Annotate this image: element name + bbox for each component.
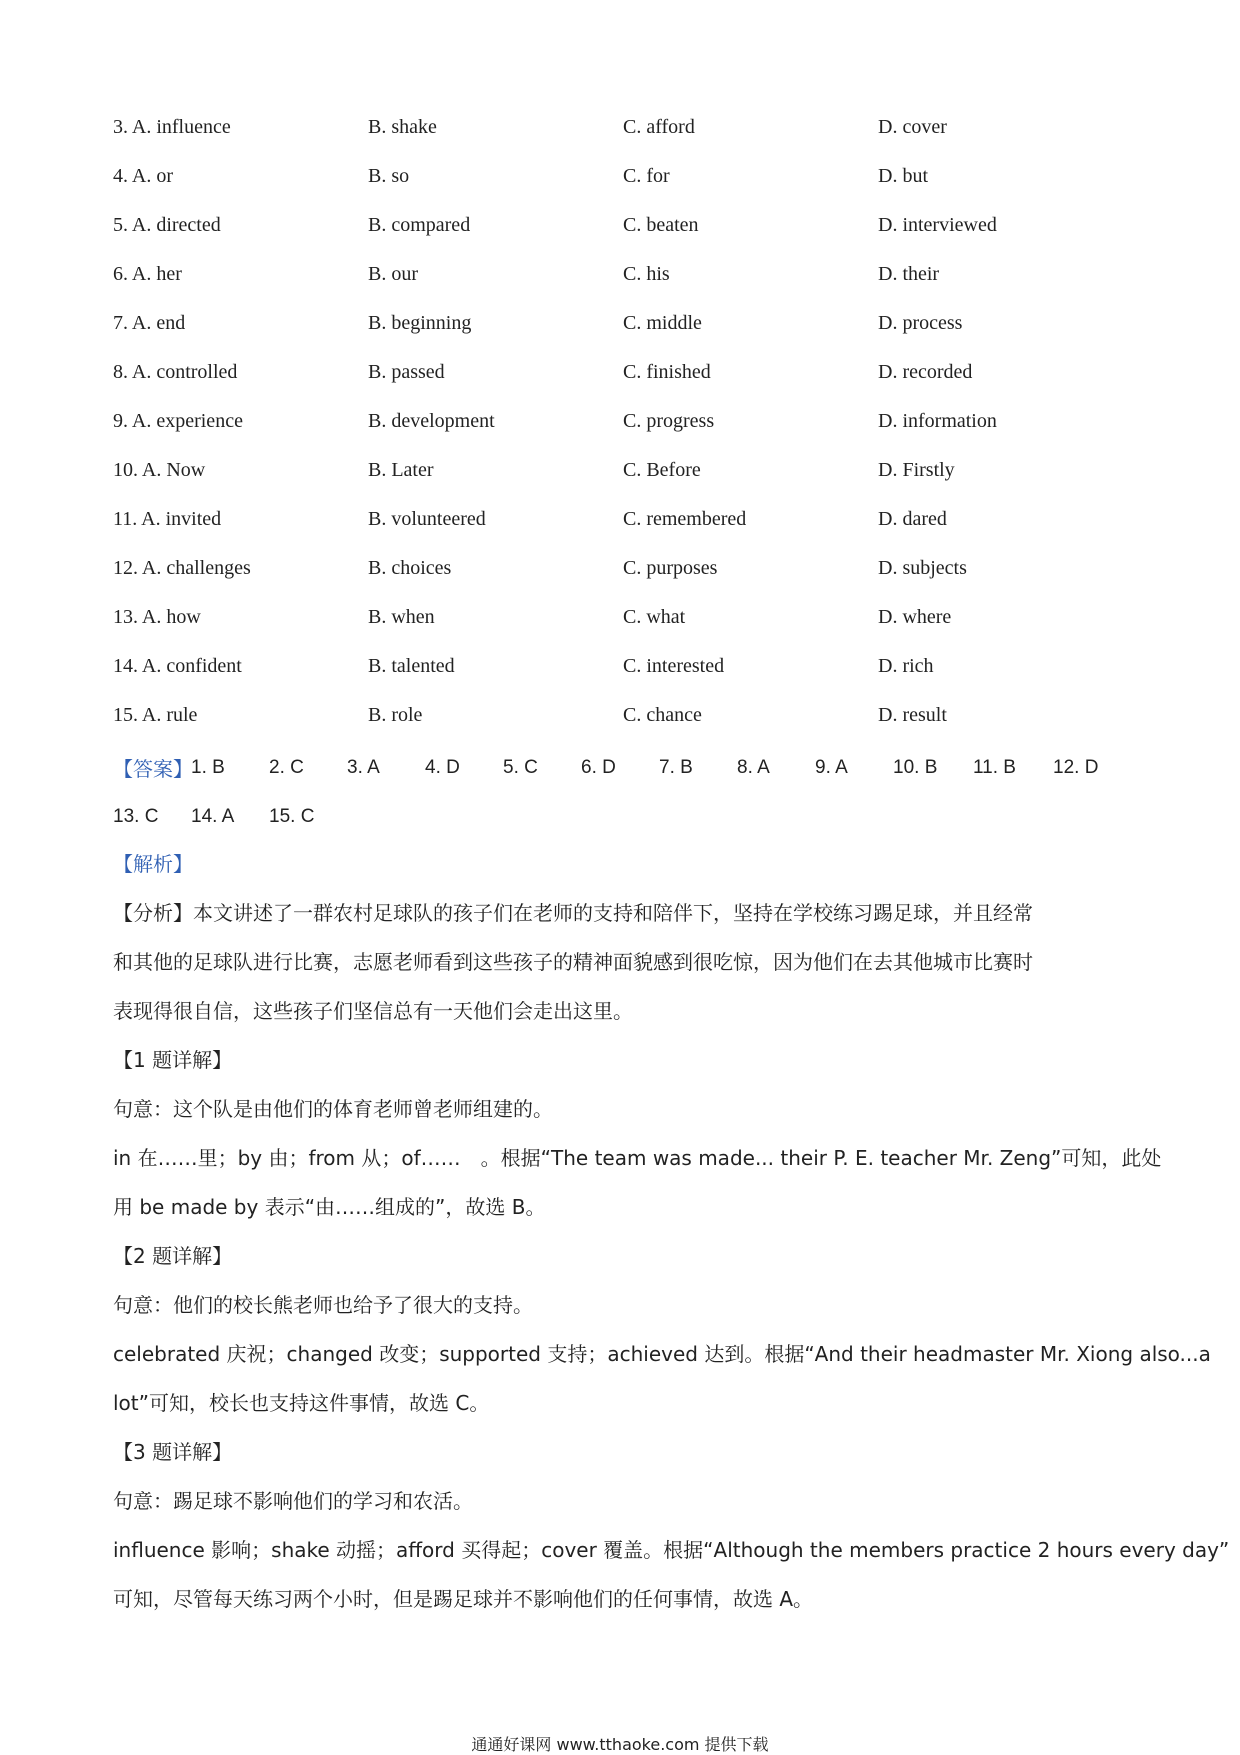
option-row [113,103,1133,152]
option-c: C. beaten [623,214,699,236]
answer-item: 1. B [191,756,225,778]
option-d: D. interviewed [878,214,997,236]
option-a: 4. A. or [113,165,173,187]
q3-explanation: 可知，尽管每天练习两个小时，但是踢足球并不影响他们的任何事情，故选 A。 [113,1587,814,1611]
option-row [113,642,1133,691]
q3-meaning: 句意：踢足球不影响他们的学习和农活。 [113,1489,473,1513]
option-a: 11. A. invited [113,508,222,530]
option-c: C. interested [623,655,725,677]
q2-explanation: lot”可知，校长也支持这件事情，故选 C。 [113,1391,490,1415]
q1-explanation: 用 be made by 表示“由……组成的”，故选 B。 [113,1195,546,1219]
option-row [113,348,1133,397]
option-d: D. Firstly [878,459,955,481]
answer-tag: 【答案】 [113,757,193,781]
option-row [113,593,1133,642]
answer-item: 12. D [1053,756,1099,778]
option-row [113,397,1133,446]
option-c: C. purposes [623,557,718,579]
option-c: C. what [623,606,686,628]
option-a: 3. A. influence [113,116,231,138]
option-a: 13. A. how [113,606,201,628]
option-c: C. progress [623,410,715,432]
option-c: C. afford [623,116,695,138]
answer-items [113,806,347,828]
answer-item: 4. D [425,756,460,778]
answer-item: 10. B [893,756,938,778]
option-b: B. compared [368,214,471,236]
answer-row [113,792,1133,841]
q1-meaning: 句意：这个队是由他们的体育老师曾老师组建的。 [113,1097,553,1121]
option-d: D. but [878,165,928,187]
summary-line [113,889,1133,938]
option-b: B. when [368,606,435,628]
option-d: D. dared [878,508,947,530]
answer-item: 11. B [973,756,1016,778]
footer-text: 通通好课网 www.tthaoke.com 提供下载 [471,1735,769,1754]
option-b: B. development [368,410,495,432]
option-c: C. finished [623,361,711,383]
summary-line: 表现得很自信，这些孩子们坚信总有一天他们会走出这里。 [113,999,633,1023]
option-a: 6. A. her [113,263,182,285]
summary-label: 【分析】 [113,901,193,925]
answer-item: 9. A [815,756,848,778]
option-b: B. so [368,165,410,187]
option-d: D. subjects [878,557,967,579]
answer-item: 13. C [113,805,159,827]
option-row [113,691,1133,740]
option-b: B. shake [368,116,437,138]
option-d: D. their [878,263,940,285]
answer-item: 7. B [659,756,693,778]
answer-item: 2. C [269,756,304,778]
option-a: 10. A. Now [113,459,206,481]
analysis-tag: 【解析】 [113,852,193,876]
q2-meaning: 句意：他们的校长熊老师也给予了很大的支持。 [113,1293,533,1317]
option-b: B. role [368,704,423,726]
option-b: B. beginning [368,312,472,334]
q3-heading: 【3 题详解】 [113,1440,233,1464]
option-c: C. chance [623,704,702,726]
option-d: D. result [878,704,947,726]
answer-item: 14. A [191,805,235,827]
option-b: B. Later [368,459,434,481]
q1-heading: 【1 题详解】 [113,1048,233,1072]
option-c: C. Before [623,459,701,481]
q2-heading: 【2 题详解】 [113,1244,233,1268]
option-d: D. process [878,312,963,334]
option-a: 9. A. experience [113,410,243,432]
q3-explanation: influence 影响；shake 动摇；afford 买得起；cover 覆盖。根据“Although the members practice 2 hours every day” [113,1538,1230,1562]
option-row [113,250,1133,299]
option-row [113,544,1133,593]
option-b: B. passed [368,361,445,383]
option-b: B. talented [368,655,455,677]
option-a: 8. A. controlled [113,361,238,383]
option-row [113,495,1133,544]
option-d: D. where [878,606,952,628]
option-c: C. middle [623,312,702,334]
analysis-section [113,840,1230,1624]
answer-item: 8. A [737,756,770,778]
option-a: 14. A. confident [113,655,242,677]
option-c: C. for [623,165,670,187]
option-a: 15. A. rule [113,704,198,726]
answer-item: 15. C [269,805,315,827]
option-row [113,201,1133,250]
option-b: B. choices [368,557,452,579]
summary-line: 和其他的足球队进行比赛，志愿老师看到这些孩子的精神面貌感到很吃惊，因为他们在去其他城市比赛时 [113,950,1033,974]
option-row [113,446,1133,495]
answer-item: 3. A [347,756,380,778]
option-d: D. information [878,410,997,432]
option-row [113,299,1133,348]
option-a: 7. A. end [113,312,186,334]
options-list [113,103,1133,740]
answer-row [113,743,1133,792]
option-b: B. volunteered [368,508,486,530]
option-d: D. cover [878,116,947,138]
q2-explanation: celebrated 庆祝；changed 改变；supported 支持；achieved 达到。根据“And their headmaster Mr. Xiong also...a [113,1342,1211,1366]
option-a: 12. A. challenges [113,557,251,579]
answer-item: 5. C [503,756,538,778]
answer-item: 6. D [581,756,616,778]
answer-items [191,757,1133,779]
option-a: 5. A. directed [113,214,221,236]
option-c: C. his [623,263,670,285]
answer-section [113,743,1133,841]
option-c: C. remembered [623,508,747,530]
option-b: B. our [368,263,418,285]
option-row [113,152,1133,201]
option-d: D. rich [878,655,934,677]
q1-explanation: in 在……里；by 由；from 从；of…… 。根据“The team was made... their P. E. teacher Mr. Zeng”可知，此处 [113,1146,1162,1170]
summary-text: 本文讲述了一群农村足球队的孩子们在老师的支持和陪伴下，坚持在学校练习踢足球，并且经常 [193,901,1033,925]
option-d: D. recorded [878,361,973,383]
